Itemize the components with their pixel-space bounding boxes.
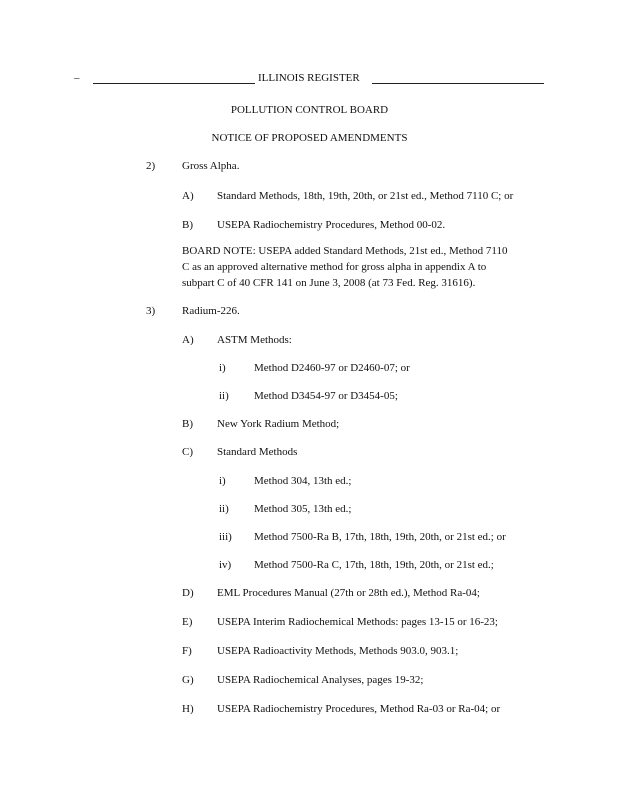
item-3f-text: USEPA Radioactivity Methods, Methods 903.0, 903.1; (217, 645, 459, 657)
item-3d-text: EML Procedures Manual (27th or 28th ed.), Method Ra-04; (217, 587, 480, 599)
item-3c-label: C) (182, 446, 193, 458)
item-3c-i-label: i) (219, 475, 226, 487)
item-3a-label: A) (182, 334, 194, 346)
item-3h-text: USEPA Radiochemistry Procedures, Method Ra-03 or Ra-04; or (217, 703, 501, 715)
board-note-line: C as an approved alternative method for gross alpha in appendix A to (182, 261, 487, 273)
board-note-line: BOARD NOTE: USEPA added Standard Methods, 21st ed., Method 7110 (182, 245, 508, 257)
header-rule-right (372, 83, 544, 84)
item-3a-ii-text: Method D3454-97 or D3454-05; (254, 390, 398, 402)
item-2b-label: B) (182, 219, 193, 231)
item-3c-title: Standard Methods (217, 446, 298, 458)
item-3a-title: ASTM Methods: (217, 334, 292, 346)
item-2-label: 2) (146, 160, 156, 172)
header-rule-left (93, 83, 255, 84)
item-3c-iii-label: iii) (219, 531, 232, 543)
item-2b-text: USEPA Radiochemistry Procedures, Method 00-02. (217, 219, 446, 231)
notice-heading: NOTICE OF PROPOSED AMENDMENTS (211, 132, 408, 144)
item-3b-label: B) (182, 418, 193, 430)
item-2-title: Gross Alpha. (182, 160, 240, 172)
left-mark: _ (74, 68, 80, 80)
item-3f-label: F) (182, 645, 192, 657)
item-3c-ii-label: ii) (219, 503, 229, 515)
item-3c-iv-text: Method 7500-Ra C, 17th, 18th, 19th, 20th, or 21st ed.; (254, 559, 494, 571)
item-2a-label: A) (182, 190, 194, 202)
item-3g-text: USEPA Radiochemical Analyses, pages 19-32; (217, 674, 424, 686)
item-3a-ii-label: ii) (219, 390, 229, 402)
item-3-label: 3) (146, 305, 156, 317)
item-2a-text: Standard Methods, 18th, 19th, 20th, or 21st ed., Method 7110 C; or (217, 190, 514, 202)
board-note (182, 243, 508, 291)
item-3c-ii-text: Method 305, 13th ed.; (254, 503, 352, 515)
item-3c-iv-label: iv) (219, 559, 232, 571)
item-3c-i-text: Method 304, 13th ed.; (254, 475, 352, 487)
item-3h-label: H) (182, 703, 194, 715)
item-3d-label: D) (182, 587, 194, 599)
item-3a-i-label: i) (219, 362, 226, 374)
agency-heading: POLLUTION CONTROL BOARD (230, 104, 389, 116)
item-3-title: Radium-226. (182, 305, 240, 317)
item-3e-label: E) (182, 616, 193, 628)
item-3e-text: USEPA Interim Radiochemical Methods: pages 13-15 or 16-23; (217, 616, 498, 628)
item-3g-label: G) (182, 674, 194, 686)
board-note-line: subpart C of 40 CFR 141 on June 3, 2008 (at 73 Fed. Reg. 31616). (182, 277, 476, 289)
item-3a-i-text: Method D2460-97 or D2460-07; or (254, 362, 410, 374)
item-3c-iii-text: Method 7500-Ra B, 17th, 18th, 19th, 20th, or 21st ed.; or (254, 531, 506, 543)
item-3b-text: New York Radium Method; (217, 418, 340, 430)
register-title: ILLINOIS REGISTER (258, 72, 360, 84)
